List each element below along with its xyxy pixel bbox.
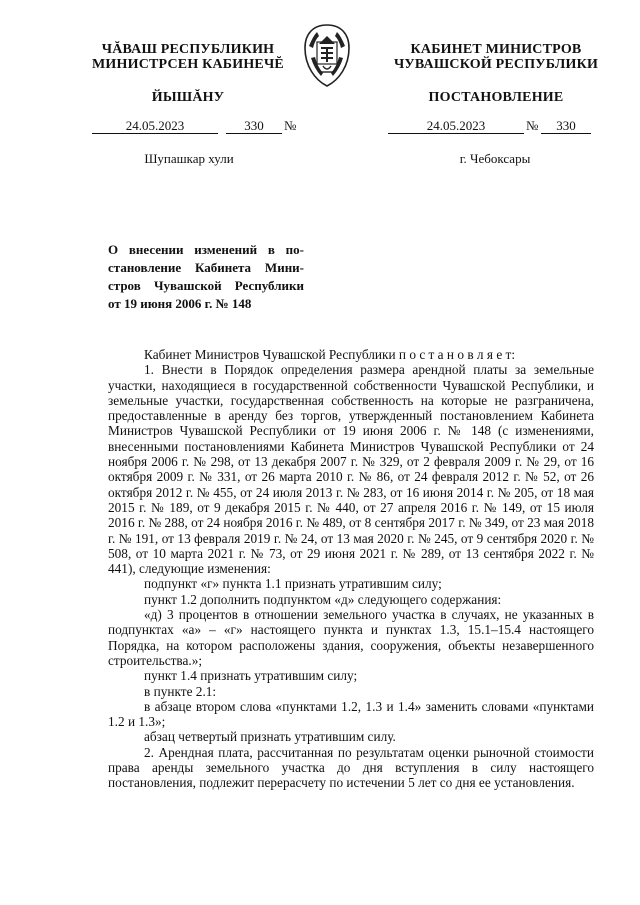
paragraph-7: в абзаце втором слова «пунктами 1.2, 1.3 и 1.4» заменить словами «пунктами 1.2 и 1.3»; [108, 698, 594, 730]
paragraph-8: абзац четвертый признать утратившим силу. [144, 729, 396, 745]
date-left: 24.05.2023 [92, 119, 218, 134]
header-left-doc-type: ЙЫШĂНУ [151, 90, 225, 105]
header-right-line1: КАБИНЕТ МИНИСТРОВ [410, 42, 582, 57]
header-right-authority [372, 42, 620, 72]
header-left-line1: ЧĂВАШ РЕСПУБЛИКИН [101, 42, 275, 57]
preamble: Кабинет Министров Чувашской Республики п о с т а н о в л я е т: [144, 347, 516, 362]
number-right: 330 [541, 119, 591, 134]
city-left: Шупашкар хули [144, 151, 234, 166]
header-right-doc-type: ПОСТАНОВЛЕНИЕ [428, 90, 564, 105]
paragraph-6: в пункте 2.1: [144, 683, 217, 699]
header-left-authority [78, 42, 298, 72]
title-line-1: О внесении изменений в по- [108, 242, 304, 257]
coat-of-arms-emblem [299, 22, 355, 90]
title-line-2: становление Кабинета Мини- [108, 260, 304, 275]
title-line-3: стров Чувашской Республики [108, 278, 304, 293]
title-line-4: от 19 июня 2006 г. № 148 [108, 296, 252, 311]
date-right: 24.05.2023 [388, 119, 524, 134]
number-left: 330 [226, 119, 282, 134]
paragraph-5: пункт 1.4 признать утратившим силу; [144, 668, 358, 684]
paragraph-4: «д) 3 процентов в отношении земельного участка в случаях, не указанных в подпунктах «а» – «г» настоящего пункта и пунктах 1.3, 15.1–15.4 настоящего Порядка, на котором расположены здания, сооружения, объекты незавершенного строительства.»; [108, 607, 594, 668]
paragraph-3: пункт 1.2 дополнить подпунктом «д» следующего содержания: [144, 591, 502, 607]
paragraph-2: подпункт «г» пункта 1.1 признать утратившим силу; [144, 576, 442, 592]
paragraph-1: 1. Внести в Порядок определения размера арендной платы за земельные участки, находящиеся в государственной собственности Чувашской Республики, и земельные участки, государственная собственность на которые не разграничена, предоставленные в аренду без торгов, утвержденный постановлением Кабинета Министров Чувашской Республики от 19 июня 2006 г. № 148 (с изменениями, внесенными постановлениями Кабинета Министров Чувашской Республики от 24 ноября 2006 г. № 298, от 13 декабря 2007 г. № 329, от 2 февраля 2009 г. № 29, от 16 октября 2009 г. № 331, от 26 марта 2010 г. № 86, от 24 февраля 2012 г. № 52, от 26 октября 2012 г. № 455, от 24 июля 2013 г. № 283, от 16 июня 2014 г. № 205, от 18 мая 2015 г. № 189, от 9 декабря 2015 г. № 440, от 27 апреля 2016 г. № 149, от 15 июля 2016 г. № 288, от 24 ноября 2016 г. № 489, от 8 сентября 2017 г. № 349, от 23 мая 2018 г. № 191, от 13 февраля 2019 г. № 24, от 13 мая 2020 г. № 245, от 9 сентября 2020 г. № 508, от 10 марта 2021 г. № 73, от 29 июня 2021 г. № 289, от 13 сентября 2022 г. № 441), следующие изменения: [108, 362, 594, 577]
paragraph-9: 2. Арендная плата, рассчитанная по результатам оценки рыночной стоимости права аренды земельного участка до дня вступления в силу настоящего постановления, подлежит перерасчету по истечении 5 лет со дня ее установления. [108, 744, 594, 791]
header-right-line2: ЧУВАШСКОЙ РЕСПУБЛИКИ [393, 57, 599, 72]
number-sign-left: № [284, 118, 297, 133]
document-body [108, 347, 594, 791]
document-title [108, 241, 304, 313]
header-left-line2: МИНИСТРСЕН КАБИНЕЧĔ [92, 57, 284, 72]
city-right: г. Чебоксары [459, 151, 531, 166]
number-sign-right: № [526, 118, 539, 133]
